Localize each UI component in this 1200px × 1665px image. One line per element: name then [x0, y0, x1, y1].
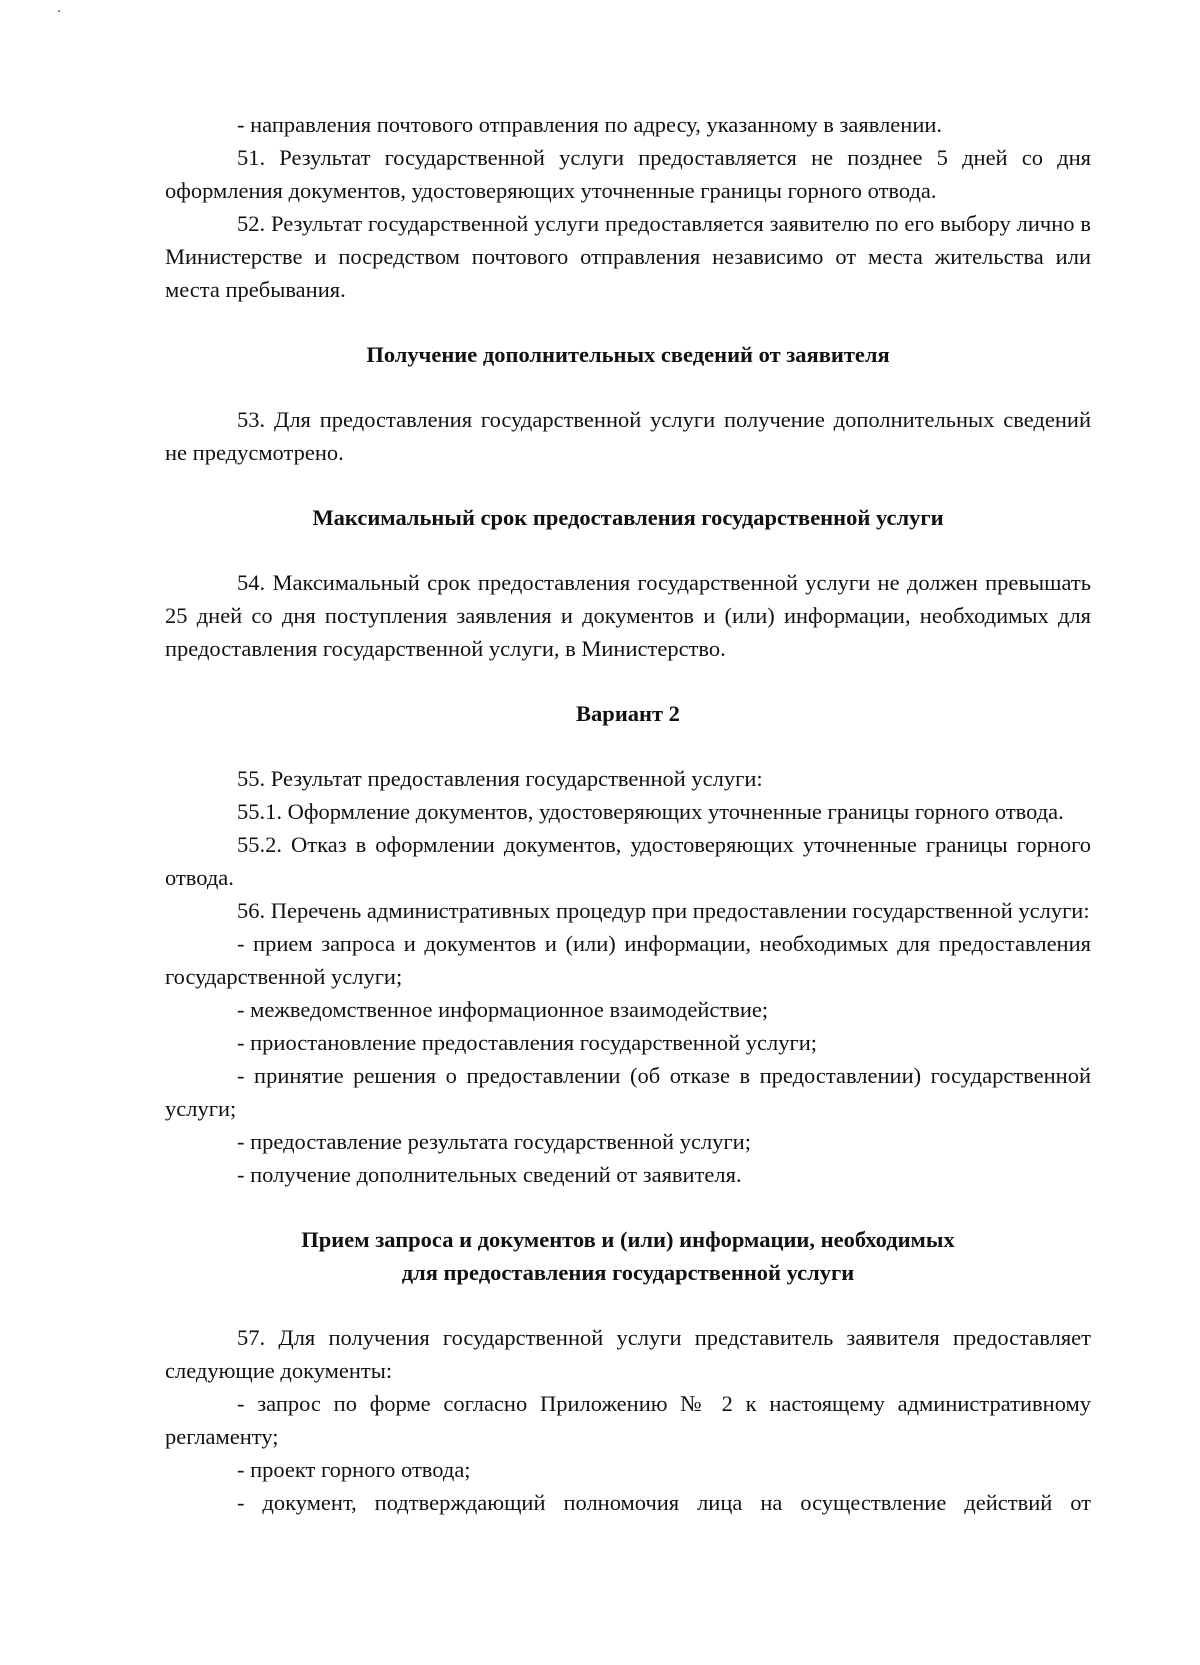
scan-speck	[58, 10, 60, 12]
paragraph-54: 54. Максимальный срок предоставления государственной услуги не должен превышать 25 дней со дня поступления заявления и документов и (или) информации, необходимых для предоставления государственной услуги, в Министерство.	[165, 570, 1091, 661]
paragraph-55-1: 55.1. Оформление документов, удостоверяющих уточненные границы горного отвода.	[237, 799, 1064, 824]
list-item-authority-document: - документ, подтверждающий полномочия лица на осуществление действий от	[237, 1490, 1091, 1515]
heading-variant-2: Вариант 2	[576, 701, 680, 726]
paragraph-56: 56. Перечень административных процедур при предоставлении государственной услуги:	[237, 898, 1090, 923]
heading-request-intake-line2: для предоставления государственной услуги	[401, 1260, 855, 1285]
paragraph-52: 52. Результат государственной услуги предоставляется заявителю по его выбору лично в Министерстве и посредством почтового отправления независимо от места жительства или места пребывания.	[165, 211, 1091, 302]
list-item-result: - предоставление результата государственной услуги;	[237, 1129, 751, 1154]
paragraph-55-2: 55.2. Отказ в оформлении документов, удостоверяющих уточненные границы горного отвода.	[165, 832, 1091, 890]
heading-request-intake-line1: Прием запроса и документов и (или) информации, необходимых	[301, 1227, 955, 1252]
document-page	[165, 108, 1091, 1519]
list-item-request-form: - запрос по форме согласно Приложению № 2 к настоящему административному регламенту;	[165, 1391, 1091, 1449]
list-item-suspension: - приостановление предоставления государственной услуги;	[237, 1030, 818, 1055]
list-item-request-intake: - прием запроса и документов и (или) информации, необходимых для предоставления государственной услуги;	[165, 931, 1091, 989]
list-item-additional-info: - получение дополнительных сведений от заявителя.	[237, 1162, 742, 1187]
list-item-decision: - принятие решения о предоставлении (об отказе в предоставлении) государственной услуги;	[165, 1063, 1091, 1121]
paragraph-51: 51. Результат государственной услуги предоставляется не позднее 5 дней со дня оформления документов, удостоверяющих уточненные границы горного отвода.	[165, 145, 1091, 203]
paragraph-postal-delivery: - направления почтового отправления по адресу, указанному в заявлении.	[237, 112, 943, 137]
list-item-mining-project: - проект горного отвода;	[237, 1457, 471, 1482]
heading-max-term: Максимальный срок предоставления государственной услуги	[312, 505, 944, 530]
paragraph-57: 57. Для получения государственной услуги представитель заявителя предоставляет следующие документы:	[165, 1325, 1091, 1383]
heading-additional-info: Получение дополнительных сведений от заявителя	[366, 342, 890, 367]
paragraph-53: 53. Для предоставления государственной услуги получение дополнительных сведений не предусмотрено.	[165, 407, 1091, 465]
list-item-interagency: - межведомственное информационное взаимодействие;	[237, 997, 769, 1022]
paragraph-55: 55. Результат предоставления государственной услуги:	[237, 766, 763, 791]
